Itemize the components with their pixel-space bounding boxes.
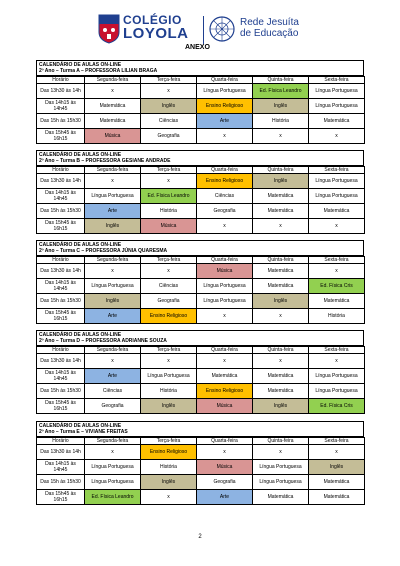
schedule-section (36, 150, 364, 234)
subject-cell: Inglês (141, 99, 197, 114)
column-header: Sexta-feira (309, 257, 365, 264)
subject-cell: História (141, 384, 197, 399)
column-header: Terça-feira (141, 257, 197, 264)
column-header: Segunda-feira (85, 77, 141, 84)
subject-cell: x (309, 129, 365, 144)
subject-cell: Matemática (253, 264, 309, 279)
schedule-table (36, 346, 365, 414)
column-header: Sexta-feira (309, 347, 365, 354)
subject-cell: Inglês (253, 399, 309, 414)
table-row (37, 279, 365, 294)
subject-cell: Inglês (309, 460, 365, 475)
time-slot-cell: Das 14h15 às 14h45 (37, 279, 85, 294)
subject-cell: x (141, 264, 197, 279)
colegio-loyola-shield-logo (98, 14, 120, 44)
subject-cell: x (253, 219, 309, 234)
subject-cell: Música (197, 399, 253, 414)
brand-line-2: LOYOLA (123, 25, 189, 42)
table-row (37, 490, 365, 505)
table-row (37, 264, 365, 279)
table-header-row (37, 438, 365, 445)
subject-cell: Matemática (309, 114, 365, 129)
subject-cell: Matemática (197, 369, 253, 384)
time-slot-cell: Das 13h30 às 14h (37, 445, 85, 460)
time-slot-cell: Das 13h30 às 14h (37, 264, 85, 279)
table-row (37, 129, 365, 144)
subject-cell: Língua Portuguesa (253, 460, 309, 475)
network-name (240, 17, 299, 39)
subject-cell: Matemática (309, 490, 365, 505)
table-row (37, 399, 365, 414)
subject-cell: Língua Portuguesa (197, 279, 253, 294)
time-slot-cell: Das 15h às 15h30 (37, 475, 85, 490)
rede-jesuita-seal-logo (208, 14, 236, 44)
subject-cell: Matemática (85, 114, 141, 129)
subject-cell: Arte (85, 204, 141, 219)
subject-cell: Geografia (141, 294, 197, 309)
subject-cell: Matemática (253, 369, 309, 384)
time-slot-cell: Das 15h às 15h30 (37, 384, 85, 399)
subject-cell: Língua Portuguesa (85, 189, 141, 204)
subject-cell: Ciências (141, 279, 197, 294)
subject-cell: x (197, 309, 253, 324)
subject-cell: Inglês (253, 294, 309, 309)
subject-cell: x (309, 354, 365, 369)
schedule-table (36, 437, 365, 505)
column-header: Horário (37, 257, 85, 264)
subject-cell: x (141, 490, 197, 505)
subject-cell: Geografia (197, 204, 253, 219)
subject-cell: Matemática (253, 204, 309, 219)
subject-cell: Matemática (253, 279, 309, 294)
table-row (37, 84, 365, 99)
column-header: Horário (37, 167, 85, 174)
subject-cell: x (197, 129, 253, 144)
time-slot-cell: Das 14h15 às 14h45 (37, 369, 85, 384)
column-header: Quarta-feira (197, 77, 253, 84)
subject-cell: x (309, 219, 365, 234)
column-header: Quinta-feira (253, 438, 309, 445)
subject-cell: Arte (197, 490, 253, 505)
subject-cell: Língua Portuguesa (141, 369, 197, 384)
subject-cell: História (141, 204, 197, 219)
subject-cell: x (85, 354, 141, 369)
subject-cell: Matemática (85, 99, 141, 114)
section-title: CALENDÁRIO DE AULAS ON-LINE (36, 150, 364, 158)
subject-cell: Matemática (253, 490, 309, 505)
subject-cell: x (85, 264, 141, 279)
subject-cell: x (309, 264, 365, 279)
subject-cell: Língua Portuguesa (197, 294, 253, 309)
time-slot-cell: Das 13h30 às 14h (37, 84, 85, 99)
time-slot-cell: Das 14h15 às 14h45 (37, 189, 85, 204)
schedule-table (36, 256, 365, 324)
column-header: Horário (37, 438, 85, 445)
column-header: Horário (37, 347, 85, 354)
subject-cell: Língua Portuguesa (309, 189, 365, 204)
column-header: Quarta-feira (197, 167, 253, 174)
network-line-1: Rede Jesuíta (240, 17, 299, 28)
subject-cell: x (141, 354, 197, 369)
subject-cell: x (85, 84, 141, 99)
column-header: Segunda-feira (85, 257, 141, 264)
column-header: Quarta-feira (197, 347, 253, 354)
table-row (37, 475, 365, 490)
subject-cell: Inglês (253, 99, 309, 114)
schedule-section (36, 421, 364, 505)
time-slot-cell: Das 15h45 às 16h15 (37, 399, 85, 414)
time-slot-cell: Das 15h45 às 16h15 (37, 309, 85, 324)
subject-cell: Língua Portuguesa (253, 475, 309, 490)
subject-cell: Ed. Física Cris (309, 399, 365, 414)
annex-label: ANEXO (185, 44, 210, 51)
table-row (37, 114, 365, 129)
header-divider (203, 16, 204, 44)
table-row (37, 174, 365, 189)
subject-cell: Ciências (85, 384, 141, 399)
page-number: 2 (198, 534, 202, 540)
column-header: Sexta-feira (309, 77, 365, 84)
time-slot-cell: Das 15h às 15h30 (37, 204, 85, 219)
subject-cell: Língua Portuguesa (85, 460, 141, 475)
column-header: Segunda-feira (85, 438, 141, 445)
section-title: CALENDÁRIO DE AULAS ON-LINE (36, 240, 364, 248)
column-header: Quinta-feira (253, 77, 309, 84)
time-slot-cell: Das 13h30 às 14h (37, 174, 85, 189)
column-header: Quarta-feira (197, 438, 253, 445)
subject-cell: Ensino Religioso (197, 99, 253, 114)
column-header: Quinta-feira (253, 167, 309, 174)
column-header: Quinta-feira (253, 347, 309, 354)
column-header: Quinta-feira (253, 257, 309, 264)
subject-cell: Ed. Física Cris (309, 279, 365, 294)
subject-cell: Matemática (309, 294, 365, 309)
subject-cell: x (253, 354, 309, 369)
table-row (37, 384, 365, 399)
section-subtitle: 2º Ano – Turma C – PROFESSORA JÚNIA QUARESMA (36, 248, 364, 256)
section-subtitle: 2º Ano – Turma A – PROFESSORA LILIAN BRAGA (36, 68, 364, 76)
subject-cell: Matemática (253, 384, 309, 399)
subject-cell: Língua Portuguesa (309, 384, 365, 399)
column-header: Sexta-feira (309, 167, 365, 174)
subject-cell: Geografia (141, 129, 197, 144)
time-slot-cell: Das 15h45 às 16h15 (37, 490, 85, 505)
subject-cell: Música (197, 460, 253, 475)
subject-cell: Ensino Religioso (141, 445, 197, 460)
column-header: Sexta-feira (309, 438, 365, 445)
table-row (37, 204, 365, 219)
network-line-2: de Educação (240, 28, 299, 39)
time-slot-cell: Das 13h30 às 14h (37, 354, 85, 369)
subject-cell: x (85, 445, 141, 460)
subject-cell: Língua Portuguesa (85, 279, 141, 294)
subject-cell: Inglês (85, 219, 141, 234)
time-slot-cell: Das 15h45 às 16h15 (37, 129, 85, 144)
subject-cell: Ciências (141, 114, 197, 129)
table-row (37, 369, 365, 384)
subject-cell: Ed. Física Leandro (141, 189, 197, 204)
subject-cell: Matemática (309, 204, 365, 219)
subject-cell: Matemática (253, 189, 309, 204)
school-brand (123, 14, 189, 42)
subject-cell: x (141, 174, 197, 189)
subject-cell: Geografia (85, 399, 141, 414)
subject-cell: x (85, 174, 141, 189)
table-header-row (37, 257, 365, 264)
subject-cell: x (141, 84, 197, 99)
subject-cell: Geografia (197, 475, 253, 490)
schedule-table (36, 166, 365, 234)
schedule-section (36, 240, 364, 324)
column-header: Terça-feira (141, 347, 197, 354)
subject-cell: História (309, 309, 365, 324)
subject-cell: x (197, 354, 253, 369)
subject-cell: Ensino Religioso (141, 309, 197, 324)
time-slot-cell: Das 14h15 às 14h45 (37, 460, 85, 475)
subject-cell: x (309, 445, 365, 460)
time-slot-cell: Das 15h45 às 16h15 (37, 219, 85, 234)
subject-cell: Ensino Religioso (197, 174, 253, 189)
table-row (37, 219, 365, 234)
column-header: Segunda-feira (85, 167, 141, 174)
column-header: Terça-feira (141, 167, 197, 174)
brand-line-1: COLÉGIO (123, 13, 182, 27)
table-header-row (37, 347, 365, 354)
subject-cell: Inglês (141, 475, 197, 490)
time-slot-cell: Das 14h15 às 14h45 (37, 99, 85, 114)
subject-cell: Música (197, 264, 253, 279)
table-row (37, 99, 365, 114)
column-header: Terça-feira (141, 438, 197, 445)
column-header: Terça-feira (141, 77, 197, 84)
subject-cell: Inglês (85, 294, 141, 309)
time-slot-cell: Das 15h às 15h30 (37, 294, 85, 309)
subject-cell: Língua Portuguesa (197, 84, 253, 99)
table-row (37, 445, 365, 460)
table-header-row (37, 77, 365, 84)
section-subtitle: 2º Ano – Turma E – VIVIANE FREITAS (36, 429, 364, 437)
subject-cell: x (253, 129, 309, 144)
subject-cell: x (253, 445, 309, 460)
subject-cell: Ed. Física Leandro (253, 84, 309, 99)
table-row (37, 354, 365, 369)
schedule-section (36, 60, 364, 144)
subject-cell: Língua Portuguesa (309, 84, 365, 99)
subject-cell: x (197, 219, 253, 234)
document-header (0, 8, 400, 56)
subject-cell: Língua Portuguesa (309, 174, 365, 189)
subject-cell: Língua Portuguesa (309, 99, 365, 114)
table-header-row (37, 167, 365, 174)
column-header: Quarta-feira (197, 257, 253, 264)
subject-cell: x (253, 309, 309, 324)
subject-cell: Música (141, 219, 197, 234)
subject-cell: Língua Portuguesa (85, 475, 141, 490)
subject-cell: Música (85, 129, 141, 144)
column-header: Horário (37, 77, 85, 84)
table-row (37, 294, 365, 309)
subject-cell: x (197, 445, 253, 460)
subject-cell: Arte (85, 309, 141, 324)
subject-cell: Ensino Religioso (197, 384, 253, 399)
subject-cell: Ed. Física Leandro (85, 490, 141, 505)
subject-cell: Arte (85, 369, 141, 384)
subject-cell: História (253, 114, 309, 129)
schedule-table (36, 76, 365, 144)
section-title: CALENDÁRIO DE AULAS ON-LINE (36, 330, 364, 338)
table-row (37, 460, 365, 475)
section-title: CALENDÁRIO DE AULAS ON-LINE (36, 60, 364, 68)
subject-cell: História (141, 460, 197, 475)
table-row (37, 189, 365, 204)
subject-cell: Ciências (197, 189, 253, 204)
table-row (37, 309, 365, 324)
section-title: CALENDÁRIO DE AULAS ON-LINE (36, 421, 364, 429)
section-subtitle: 2º Ano – Turma D – PROFESSORA ADRIANNE SOUZA (36, 338, 364, 346)
section-subtitle: 2º Ano – Turma B – PROFESSORA GESIANE ANDRADE (36, 158, 364, 166)
subject-cell: Inglês (141, 399, 197, 414)
time-slot-cell: Das 15h às 15h30 (37, 114, 85, 129)
schedule-section (36, 330, 364, 414)
subject-cell: Matemática (309, 475, 365, 490)
subject-cell: Língua Portuguesa (309, 369, 365, 384)
column-header: Segunda-feira (85, 347, 141, 354)
subject-cell: Arte (197, 114, 253, 129)
subject-cell: Inglês (253, 174, 309, 189)
